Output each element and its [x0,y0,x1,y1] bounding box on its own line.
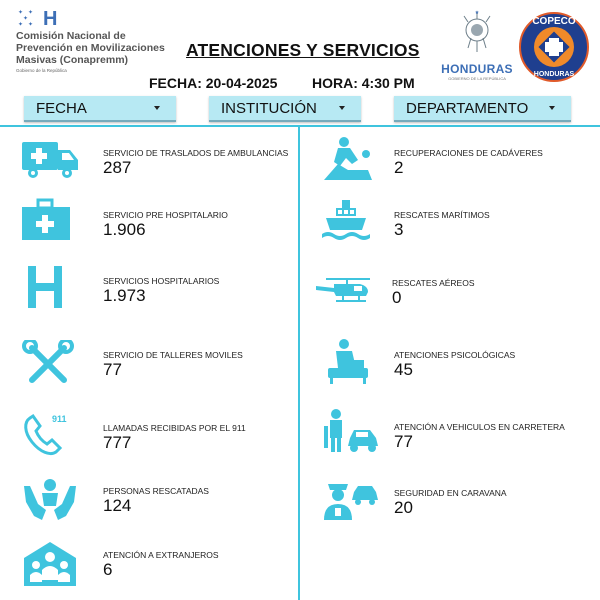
h-letter-icon: H [43,8,58,30]
kpi-911-calls [20,412,290,462]
ship-icon [318,198,378,244]
kpi-value: 2 [394,158,404,177]
kpi-label: SERVICIOS HOSPITALARIOS [103,276,220,286]
chevron-down-icon [549,106,555,110]
filter-departamento[interactable] [394,96,571,122]
filter-institucion[interactable] [209,96,361,122]
kpi-value: 1.973 [103,286,146,305]
kpi-label: RECUPERACIONES DE CADÁVERES [394,148,543,158]
stars-icon: ✦ ✦ ✦ ✦ ✦ [18,10,34,28]
kpi-value: 45 [394,360,413,379]
road-assist-icon [320,408,380,454]
kpi-value: 777 [103,433,132,452]
kpi-label: ATENCIÓN A VEHICULOS EN CARRETERA [394,422,565,432]
chevron-down-icon [154,106,160,110]
kpi-value: 0 [392,288,402,307]
divider-vertical [298,125,300,600]
honduras-text: HONDURAS [441,62,513,76]
hospital-h-icon [20,264,80,310]
page-title: ATENCIONES Y SERVICIOS [186,40,420,60]
filter-fecha[interactable] [24,96,176,122]
kpi-value: 124 [103,496,132,515]
kpi-label: RESCATES MARÍTIMOS [394,210,490,220]
kpi-label: PERSONAS RESCATADAS [103,486,209,496]
svg-text:★: ★ [474,10,480,16]
kpi-caravan-security [320,478,590,528]
tools-icon [20,340,80,386]
kpi-air-rescues [312,270,588,310]
chevron-down-icon [339,106,345,110]
kpi-label: SERVICIO DE TRASLADOS DE AMBULANCIAS [103,148,289,158]
kpi-value: 6 [103,560,113,579]
kpi-prehospital [20,198,290,248]
kpi-label: ATENCIÓN A EXTRANJEROS [103,550,219,560]
fecha-label: FECHA: 20-04-2025 [149,75,278,91]
filter-fecha-label: FECHA [36,99,87,117]
org-subtitle: Gobierno de la República [16,68,67,73]
kpi-label: LLAMADAS RECIBIDAS POR EL 911 [103,423,246,433]
kpi-road-vehicle-assistance [320,408,590,458]
filter-institucion-label: INSTITUCIÓN [221,99,317,117]
ambulance-icon [20,136,80,182]
kpi-ambulance-transfers [20,136,290,186]
copeco-top-text: COPECO [532,16,576,27]
kpi-maritime-rescues [318,198,588,248]
kpi-foreigners [20,540,290,590]
copeco-logo [519,12,589,82]
conapremm-logo [16,10,186,73]
kpi-label: SERVICIO DE TALLERES MOVILES [103,350,243,360]
kpi-label: ATENCIONES PSICOLÓGICAS [394,350,516,360]
kpi-mobile-workshops [20,340,290,390]
kpi-value: 3 [394,220,404,239]
kpi-psychological-care [318,338,588,388]
kpi-rescued-people [20,476,290,526]
org-name: Comisión Nacional de Prevención en Movilizaciones Masivas (Conapremm) [16,30,165,66]
police-caravan-icon [320,478,380,524]
first-aid-kit-icon [20,198,80,244]
honduras-logo [436,8,518,81]
kpi-value: 77 [394,432,413,451]
filter-departamento-label: DEPARTAMENTO [406,99,529,117]
kpi-label: SEGURIDAD EN CARAVANA [394,488,507,498]
kpi-label: SERVICIO PRE HOSPITALARIO [103,210,228,220]
honduras-seal-icon [460,8,494,54]
honduras-subtext: GOBIERNO DE LA REPÚBLICA [448,76,506,81]
psychologist-icon [318,338,378,384]
copeco-bottom-text: HONDURAS [533,71,575,78]
kpi-body-recovery [318,136,588,186]
hora-label: HORA: 4:30 PM [312,75,415,91]
helicopter-icon [312,270,372,316]
kpi-hospital [20,264,290,314]
kpi-label: RESCATES AÉREOS [392,278,475,288]
rescue-hands-icon [20,476,80,522]
phone-911-icon [20,412,80,458]
body-recovery-icon [318,136,378,182]
kpi-value: 1.906 [103,220,146,239]
kpi-value: 20 [394,498,413,517]
kpi-value: 77 [103,360,122,379]
icon-text-911: 911 [52,414,67,424]
kpi-value: 287 [103,158,132,177]
foreigners-icon [20,540,80,586]
divider-horizontal [0,125,600,127]
